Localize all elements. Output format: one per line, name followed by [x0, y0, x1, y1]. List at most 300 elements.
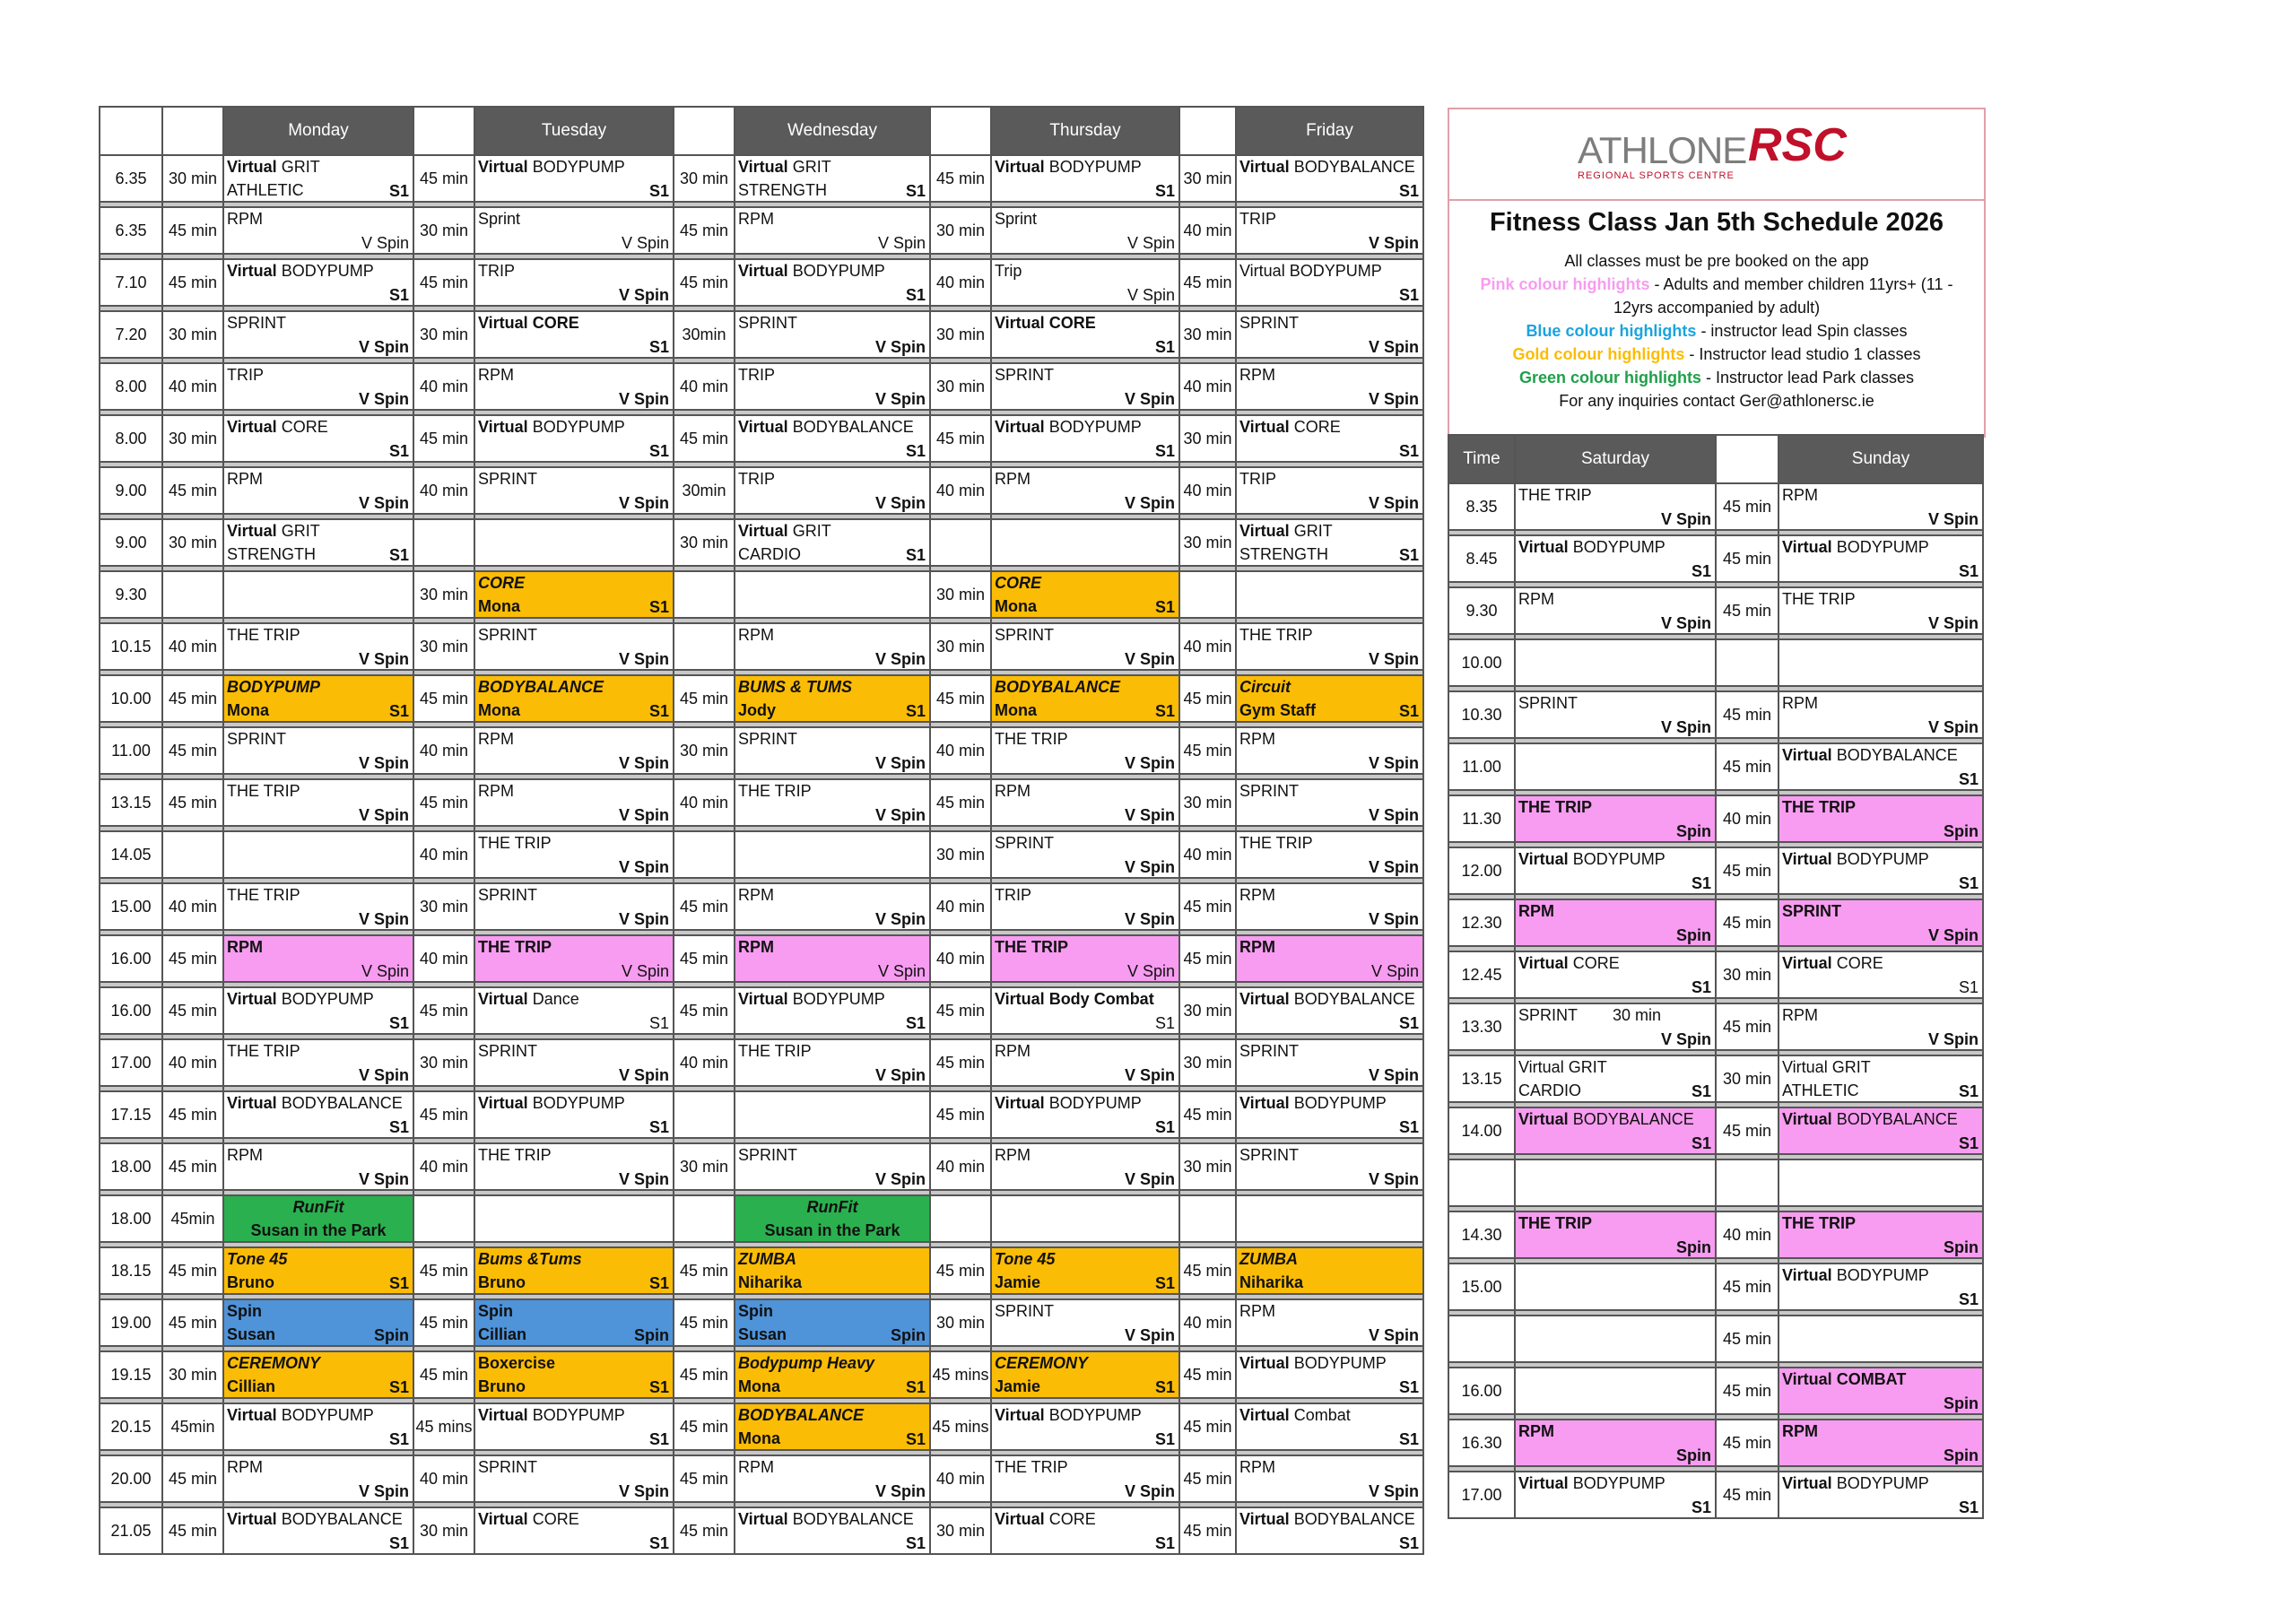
- class-cell: [991, 467, 1179, 514]
- time-cell: 16.00: [100, 987, 162, 1034]
- class-room: V Spin: [874, 338, 926, 356]
- class-name: [738, 990, 885, 1008]
- class-name: [1782, 798, 1856, 816]
- class-name-bold: Virtual: [995, 418, 1045, 436]
- class-room: Spin: [1944, 1238, 1979, 1256]
- time-cell: 17.15: [100, 1091, 162, 1138]
- class-name-text: BODYPUMP: [527, 1406, 625, 1424]
- class-name: [478, 158, 625, 176]
- logo-rsc-mark: RSC: [1748, 119, 1847, 171]
- class-room: S1: [388, 1118, 409, 1136]
- class-room: V Spin: [1368, 910, 1419, 928]
- class-cell: [223, 207, 413, 254]
- class-name: [1239, 834, 1313, 852]
- class-cell: [991, 311, 1179, 358]
- logo-wordmark: ATHLONE: [1578, 129, 1747, 171]
- duration-cell: 30 min: [1179, 1143, 1236, 1190]
- class-room: S1: [1154, 1118, 1175, 1136]
- class-name: [1782, 954, 1883, 972]
- duration-cell: 30 min: [674, 727, 735, 774]
- time-cell: 9.00: [100, 467, 162, 514]
- class-cell: [1515, 691, 1716, 738]
- class-cell: [223, 1195, 413, 1242]
- class-cell: [735, 1195, 930, 1242]
- weekday-header-blank: [930, 107, 991, 155]
- class-name-text: SPRINT: [478, 626, 538, 644]
- class-name-bold: Virtual: [1518, 1474, 1569, 1492]
- class-room: S1: [388, 1378, 409, 1396]
- duration-cell: [930, 1195, 991, 1242]
- class-name-bold: Virtual: [478, 1094, 528, 1112]
- schedule-row: [1448, 1316, 1983, 1362]
- class-name: [738, 1354, 874, 1372]
- class-cell: [474, 155, 674, 202]
- class-room: S1: [1958, 1082, 1979, 1100]
- duration-cell: 40 min: [162, 363, 223, 410]
- class-room: S1: [1691, 1082, 1711, 1100]
- class-cell: [1779, 847, 1983, 894]
- class-name-text: SPRINT: [227, 314, 287, 332]
- class-name: [1518, 1110, 1694, 1128]
- class-name: [478, 314, 579, 332]
- class-cell: [474, 1247, 674, 1294]
- class-cell: [1779, 1055, 1983, 1102]
- class-cell: [991, 779, 1179, 826]
- class-room: V Spin: [618, 650, 669, 668]
- schedule-row: [1448, 1368, 1983, 1414]
- class-name-bold: Virtual: [1782, 1474, 1832, 1492]
- class-name-text: RPM: [1782, 1006, 1818, 1024]
- duration-cell: 45 min: [413, 259, 474, 306]
- class-name: [738, 158, 831, 176]
- gold-legend-label: Gold colour highlights: [1512, 345, 1685, 363]
- class-cell: [223, 363, 413, 410]
- class-cell: [474, 311, 674, 358]
- class-name-bold: Virtual: [1239, 990, 1290, 1008]
- duration-cell: 40 min: [674, 1039, 735, 1086]
- weekday-header-blank: [162, 107, 223, 155]
- class-name-text: GRIT: [276, 522, 320, 540]
- duration-cell: 45 min: [413, 779, 474, 826]
- schedule-row: [100, 1351, 1423, 1398]
- class-name-text: SPRINT: [738, 1146, 798, 1164]
- class-cell: [223, 1351, 413, 1398]
- class-name-text: SPRINT: [227, 730, 287, 748]
- class-cell: [735, 259, 930, 306]
- class-name-text: SPRINT: [995, 834, 1055, 852]
- class-name-text: BODYPUMP: [1831, 850, 1929, 868]
- duration-cell: 40 min: [413, 1455, 474, 1502]
- class-room: V Spin: [874, 494, 926, 512]
- duration-cell: 45 min: [1716, 847, 1779, 894]
- class-name-text: RPM: [227, 1458, 263, 1476]
- class-name: [738, 782, 812, 800]
- class-cell: [991, 363, 1179, 410]
- class-room: S1: [648, 442, 669, 460]
- duration-cell: 40 min: [674, 363, 735, 410]
- class-cell: [991, 1039, 1179, 1086]
- class-cell: [223, 1403, 413, 1450]
- schedule-row: [100, 883, 1423, 930]
- class-room: S1: [1691, 874, 1711, 892]
- class-name-text: SPRINT: [478, 470, 538, 488]
- duration-cell: 45 min: [1179, 1091, 1236, 1138]
- schedule-row: [100, 1507, 1423, 1554]
- class-name-text: BODYPUMP: [1831, 538, 1929, 556]
- weekend-header-sunday: Sunday: [1779, 435, 1983, 483]
- class-room: S1: [648, 1274, 669, 1292]
- class-name: [478, 262, 515, 280]
- class-name-text: BODYPUMP: [276, 990, 374, 1008]
- class-cell: [1236, 259, 1423, 306]
- class-name-text: RPM: [478, 782, 514, 800]
- class-room: V Spin: [1124, 1326, 1175, 1344]
- class-cell: [474, 207, 674, 254]
- duration-cell: 30 min: [413, 571, 474, 618]
- class-room: S1: [388, 1014, 409, 1032]
- class-name-text: BODYPUMP: [527, 1094, 625, 1112]
- class-room: V Spin: [1368, 806, 1419, 824]
- class-name-bold: Virtual: [478, 418, 528, 436]
- time-cell: 18.00: [100, 1143, 162, 1190]
- class-room: S1: [1691, 562, 1711, 580]
- class-name-text: ZUMBA: [738, 1250, 796, 1268]
- weekday-header-blank: [413, 107, 474, 155]
- class-name-text: THE TRIP: [995, 1458, 1068, 1476]
- class-room: V Spin: [1124, 754, 1175, 772]
- class-name-bold: Virtual CORE: [995, 314, 1096, 332]
- time-cell: 19.15: [100, 1351, 162, 1398]
- blue-legend-label: Blue colour highlights: [1526, 322, 1697, 340]
- class-name: [478, 1354, 555, 1372]
- class-room: Spin: [891, 1326, 926, 1344]
- green-legend-text: - Instructor lead Park classes: [1700, 369, 1915, 386]
- time-cell: 16.00: [1448, 1368, 1515, 1414]
- duration-cell: 45 min: [413, 1299, 474, 1346]
- class-name: [995, 1406, 1142, 1424]
- class-cell: [1515, 1159, 1716, 1206]
- class-cell: [735, 883, 930, 930]
- class-name: [995, 834, 1054, 852]
- class-room: Spin: [634, 1326, 669, 1344]
- class-room: V Spin: [1368, 858, 1419, 876]
- duration-cell: [1716, 639, 1779, 686]
- duration-cell: 30min: [674, 467, 735, 514]
- class-name: [227, 418, 328, 436]
- class-room: Spin: [1676, 822, 1711, 840]
- weekday-schedule-table: [99, 106, 1424, 1555]
- class-room: S1: [905, 442, 926, 460]
- class-room: S1: [1398, 1430, 1419, 1448]
- class-cell: [991, 831, 1179, 878]
- duration-cell: 45 min: [1179, 883, 1236, 930]
- class-room: V Spin: [358, 650, 409, 668]
- class-cell: [735, 1507, 930, 1554]
- class-name-bold: Virtual: [1518, 1110, 1569, 1128]
- duration-cell: 30 min: [413, 1507, 474, 1554]
- class-name-bold: Virtual: [227, 418, 277, 436]
- class-room: V Spin: [1368, 390, 1419, 408]
- class-name: [478, 886, 537, 904]
- duration-cell: 45 min: [930, 415, 991, 462]
- duration-cell: 40 min: [1179, 207, 1236, 254]
- duration-cell: 45 min: [162, 935, 223, 982]
- time-cell: [1448, 1159, 1515, 1206]
- class-cell: [991, 1299, 1179, 1346]
- class-name: [738, 1042, 812, 1060]
- class-name: [478, 470, 537, 488]
- class-cell: [474, 675, 674, 722]
- class-name: [227, 886, 300, 904]
- duration-cell: 40 min: [1179, 1299, 1236, 1346]
- time-cell: 18.15: [100, 1247, 162, 1294]
- time-cell: 15.00: [1448, 1264, 1515, 1310]
- class-room: V Spin: [874, 754, 926, 772]
- class-name: [227, 1406, 374, 1424]
- class-cell: [223, 259, 413, 306]
- class-name-bold: Virtual: [478, 158, 528, 176]
- class-cell: [1236, 779, 1423, 826]
- class-cell: [223, 623, 413, 670]
- class-room: V Spin: [1927, 1030, 1979, 1048]
- class-name: [738, 210, 774, 228]
- class-name: [1239, 782, 1299, 800]
- class-instructor: Cillian: [478, 1325, 527, 1343]
- class-cell: [1779, 951, 1983, 998]
- duration-cell: 45 min: [930, 1091, 991, 1138]
- duration-cell: 45 min: [1179, 675, 1236, 722]
- class-room: V Spin: [1368, 650, 1419, 668]
- class-cell: [1515, 1368, 1716, 1414]
- class-room: S1: [1398, 546, 1419, 564]
- class-name-text: Virtual GRIT: [1782, 1058, 1871, 1076]
- class-room: V Spin: [1124, 494, 1175, 512]
- class-room: V Spin: [1927, 614, 1979, 632]
- class-room: S1: [388, 702, 409, 720]
- class-room: S1: [905, 1534, 926, 1552]
- class-room: V Spin: [358, 494, 409, 512]
- class-room: S1: [388, 286, 409, 304]
- class-room: V Spin: [1927, 510, 1979, 528]
- class-instructor: Cillian: [227, 1377, 276, 1395]
- class-name-bold: Virtual: [995, 1510, 1045, 1528]
- class-name: [995, 1302, 1054, 1320]
- class-name-text: THE TRIP: [995, 730, 1068, 748]
- class-cell: [991, 623, 1179, 670]
- class-name: [478, 730, 514, 748]
- weekday-header-row: [100, 107, 1423, 155]
- class-cell: [474, 259, 674, 306]
- class-name-text: BODYPUMP: [1044, 1094, 1142, 1112]
- duration-cell: 45 min: [413, 415, 474, 462]
- class-name-text: GRIT: [787, 158, 831, 176]
- class-name: [1518, 1214, 1592, 1232]
- class-room: V Spin: [1368, 494, 1419, 512]
- class-room: V Spin: [618, 754, 669, 772]
- time-cell: 9.00: [100, 519, 162, 566]
- duration-cell: 45 min: [674, 935, 735, 982]
- schedule-row: [1448, 899, 1983, 946]
- class-room: V Spin: [1368, 754, 1419, 772]
- class-name-text: SPRINT: [1239, 1146, 1300, 1164]
- class-name-text: BODYPUMP: [1831, 1474, 1929, 1492]
- class-room: S1: [1958, 874, 1979, 892]
- class-room: V Spin: [1124, 390, 1175, 408]
- class-room: S1: [648, 1014, 669, 1032]
- class-room: S1: [1958, 1134, 1979, 1152]
- class-name: [1782, 590, 1856, 608]
- class-name: [478, 1510, 579, 1528]
- duration-cell: 45 mins: [930, 1351, 991, 1398]
- duration-cell: 40 min: [413, 727, 474, 774]
- class-name-text: TRIP: [1239, 470, 1277, 488]
- class-cell: [1236, 883, 1423, 930]
- class-name: [227, 626, 300, 644]
- class-cell: [474, 831, 674, 878]
- class-name: [478, 626, 537, 644]
- duration-cell: 30 min: [1179, 519, 1236, 566]
- class-name-text: TRIP: [478, 262, 516, 280]
- class-name: [995, 210, 1037, 228]
- class-room: S1: [905, 702, 926, 720]
- class-room: V Spin: [1124, 806, 1175, 824]
- class-name: [738, 1458, 774, 1476]
- class-name: [227, 1458, 263, 1476]
- time-cell: 14.00: [1448, 1107, 1515, 1154]
- class-name: [227, 158, 320, 176]
- class-name-text: SPRINT: [478, 886, 538, 904]
- duration-cell: 30 min: [930, 623, 991, 670]
- class-room: V Spin: [1660, 1030, 1711, 1048]
- class-name-text: BODYBALANCE: [787, 1510, 914, 1528]
- duration-cell: 30 min: [930, 311, 991, 358]
- class-name-bold: Virtual: [1239, 1094, 1290, 1112]
- duration-cell: 45 min: [162, 987, 223, 1034]
- class-room: V Spin: [618, 1170, 669, 1188]
- class-name: [227, 366, 264, 384]
- class-name: [1239, 1094, 1387, 1112]
- class-name-bold: Virtual: [1239, 522, 1290, 540]
- duration-cell: 45 min: [674, 1403, 735, 1450]
- duration-cell: 45 min: [1716, 691, 1779, 738]
- duration-cell: [674, 571, 735, 618]
- class-name-text: THE TRIP: [478, 834, 552, 852]
- class-cell: [1779, 587, 1983, 634]
- class-name: [478, 678, 604, 696]
- schedule-row: [100, 571, 1423, 618]
- class-name: [478, 366, 514, 384]
- class-cell: [991, 727, 1179, 774]
- class-cell: [223, 1455, 413, 1502]
- class-name-bold: Virtual: [738, 1510, 788, 1528]
- class-name: [1239, 1042, 1299, 1060]
- class-name-text: SPRINT: [1518, 694, 1578, 712]
- class-cell: [1779, 1003, 1983, 1050]
- weekend-header-saturday: Saturday: [1515, 435, 1716, 483]
- class-room: V Spin: [1368, 338, 1419, 356]
- class-cell: [1779, 1159, 1983, 1206]
- duration-cell: 45 min: [162, 675, 223, 722]
- class-cell: [1515, 847, 1716, 894]
- class-room: S1: [388, 546, 409, 564]
- time-cell: 9.30: [100, 571, 162, 618]
- class-name-text: Sprint: [478, 210, 521, 228]
- class-name-text: CORE: [527, 1510, 579, 1528]
- class-name-bold: THE TRIP: [995, 938, 1069, 956]
- class-name-bold: Virtual: [478, 1406, 528, 1424]
- class-cell: [1236, 831, 1423, 878]
- class-name: [227, 1510, 403, 1528]
- duration-cell: 45 min: [1179, 1351, 1236, 1398]
- class-instructor: Susan in the Park: [250, 1221, 387, 1239]
- class-room: V Spin: [358, 806, 409, 824]
- class-instructor: Niharika: [738, 1273, 803, 1291]
- class-name: [1782, 1214, 1856, 1232]
- class-name: [1239, 730, 1275, 748]
- class-cell: [474, 415, 674, 462]
- class-name-text: BODYBALANCE: [1289, 1510, 1415, 1528]
- class-name-bold: Virtual: [227, 262, 277, 280]
- class-room: S1: [648, 182, 669, 200]
- schedule-row: [100, 1299, 1423, 1346]
- time-cell: 10.00: [100, 675, 162, 722]
- class-cell: [223, 675, 413, 722]
- time-cell: 18.00: [100, 1195, 162, 1242]
- class-instructor: Susan in the Park: [764, 1221, 900, 1239]
- duration-cell: 45 min: [674, 883, 735, 930]
- class-name: [227, 678, 320, 696]
- class-cell: [1236, 1039, 1423, 1086]
- class-name: [1518, 486, 1592, 504]
- class-cell: [474, 1507, 674, 1554]
- duration-cell: 45 min: [1716, 1420, 1779, 1466]
- class-room: V Spin: [1124, 1066, 1175, 1084]
- class-cell: [223, 831, 413, 878]
- class-cell: [1779, 743, 1983, 790]
- class-cell: [1515, 743, 1716, 790]
- class-name: [738, 1250, 796, 1268]
- green-legend-label: Green colour highlights: [1518, 369, 1701, 386]
- schedule-row: [100, 1455, 1423, 1502]
- blue-legend: [1449, 319, 1984, 343]
- duration-cell: 45min: [162, 1195, 223, 1242]
- logo: [1449, 109, 1984, 201]
- class-name-bold: THE TRIP: [1782, 1214, 1857, 1232]
- class-name-bold: Virtual: [1518, 954, 1569, 972]
- class-cell: [991, 883, 1179, 930]
- duration-cell: 30 min: [674, 155, 735, 202]
- class-name: [1239, 886, 1275, 904]
- time-cell: 13.30: [1448, 1003, 1515, 1050]
- class-name-text: THE TRIP: [227, 886, 300, 904]
- class-room: S1: [1691, 978, 1711, 996]
- time-cell: 15.00: [100, 883, 162, 930]
- class-cell: [1515, 1316, 1716, 1362]
- class-name: [738, 626, 774, 644]
- class-room: V Spin: [358, 910, 409, 928]
- class-name-text: RPM: [1782, 486, 1818, 504]
- class-cell: [1515, 535, 1716, 582]
- duration-cell: 45 min: [674, 1455, 735, 1502]
- class-name-text: SPRINT: [478, 1042, 538, 1060]
- class-name-text: THE TRIP: [227, 782, 300, 800]
- class-name: [1518, 538, 1665, 556]
- class-name: [224, 1198, 413, 1216]
- class-cell: [223, 1247, 413, 1294]
- duration-cell: 30 min: [930, 571, 991, 618]
- class-name-text: THE TRIP: [738, 1042, 812, 1060]
- class-name-bold: THE TRIP: [1518, 1214, 1593, 1232]
